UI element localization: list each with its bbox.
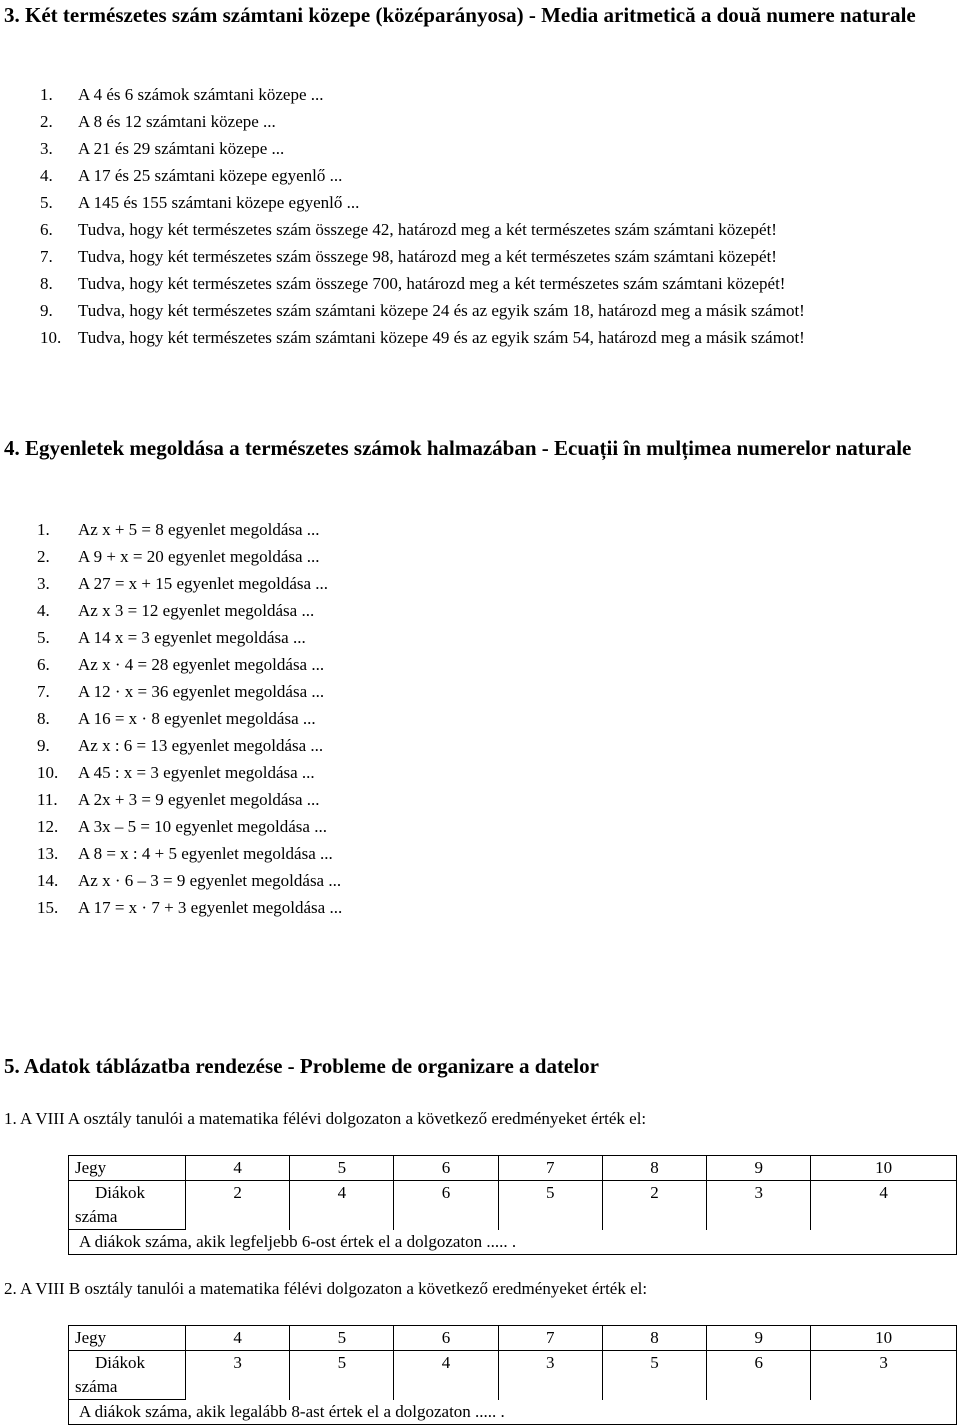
item-text: Az x + 5 = 8 egyenlet megoldása ...: [78, 520, 320, 539]
task1-text: 1. A VIII A osztály tanulói a matematika félévi dolgozaton a következő eredményeket érték el:: [4, 1109, 647, 1128]
list-item: [0, 216, 908, 243]
item-text: A 45 : x = 3 egyenlet megoldása ...: [78, 763, 315, 782]
item-number: 9.: [40, 301, 53, 320]
grade-cell: 4: [186, 1326, 290, 1351]
grade-cell: 7: [498, 1156, 602, 1181]
item-text: Tudva, hogy két természetes szám összege 98, határozd meg a két természetes szám számtani közepét!: [78, 247, 777, 266]
section3-title: 3. Két természetes szám számtani közepe (középarányosa) - Media aritmetică a două numere naturale: [4, 3, 916, 27]
item-number: 8.: [37, 709, 50, 728]
item-text: A 8 és 12 számtani közepe ...: [78, 112, 276, 131]
list-item: [0, 324, 908, 351]
section5-title: 5. Adatok táblázatba rendezése - Probleme de organizare a datelor: [4, 1054, 599, 1078]
grade-cell: 6: [394, 1156, 498, 1181]
count-cell: 5: [498, 1181, 602, 1230]
list-item: [0, 597, 908, 624]
list-item: [0, 867, 908, 894]
list-item: [0, 543, 908, 570]
item-text: Tudva, hogy két természetes szám összege 42, határozd meg a két természetes szám számtani közepét!: [78, 220, 777, 239]
item-number: 2.: [37, 547, 50, 566]
section3-list: [0, 81, 908, 351]
count-label-line2: száma: [75, 1207, 118, 1226]
item-text: A 145 és 155 számtani közepe egyenlő ...: [78, 193, 360, 212]
item-number: 13.: [37, 844, 59, 863]
grade-row-label: Jegy: [69, 1156, 186, 1181]
count-label-line1: Diákok: [95, 1353, 146, 1372]
item-number: 7.: [37, 682, 50, 701]
count-cell: 4: [811, 1181, 957, 1230]
item-number: 10.: [40, 328, 62, 347]
item-number: 6.: [40, 220, 53, 239]
grade-cell: 5: [290, 1156, 394, 1181]
item-number: 6.: [37, 655, 50, 674]
item-text: Tudva, hogy két természetes szám számtani közepe 49 és az egyik szám 54, határozd meg a másik számot!: [78, 328, 805, 347]
item-text: A 27 = x + 15 egyenlet megoldása ...: [78, 574, 329, 593]
item-text: Az x · 6 – 3 = 9 egyenlet megoldása ...: [78, 871, 342, 890]
task1-table: [68, 1155, 957, 1255]
count-cell: 4: [290, 1181, 394, 1230]
grade-cell: 7: [498, 1326, 602, 1351]
count-row-label: [69, 1181, 186, 1230]
count-cell: 6: [394, 1181, 498, 1230]
list-item: [0, 270, 908, 297]
grade-cell: 4: [186, 1156, 290, 1181]
item-number: 10.: [37, 763, 59, 782]
grade-cell: 8: [602, 1326, 706, 1351]
list-item: [0, 162, 908, 189]
item-text: A 2x + 3 = 9 egyenlet megoldása ...: [78, 790, 320, 809]
grade-cell: 10: [811, 1156, 957, 1181]
task2-table: [68, 1325, 957, 1425]
grade-cell: 5: [290, 1326, 394, 1351]
item-text: A 12 · x = 36 egyenlet megoldása ...: [78, 682, 325, 701]
count-row-label: [69, 1351, 186, 1400]
list-item: [0, 651, 908, 678]
list-item: [0, 678, 908, 705]
list-item: [0, 840, 908, 867]
count-cell: 3: [811, 1351, 957, 1400]
item-text: A 16 = x · 8 egyenlet megoldása ...: [78, 709, 316, 728]
grade-row-label: Jegy: [69, 1326, 186, 1351]
item-number: 1.: [40, 85, 53, 104]
list-item: [0, 135, 908, 162]
item-text: Az x : 6 = 13 egyenlet megoldása ...: [78, 736, 324, 755]
item-number: 12.: [37, 817, 59, 836]
item-number: 5.: [40, 193, 53, 212]
item-number: 9.: [37, 736, 50, 755]
list-item: [0, 759, 908, 786]
item-number: 4.: [37, 601, 50, 620]
item-text: A 9 + x = 20 egyenlet megoldása ...: [78, 547, 320, 566]
list-item: [0, 732, 908, 759]
item-number: 8.: [40, 274, 53, 293]
list-item: [0, 570, 908, 597]
grade-cell: 8: [602, 1156, 706, 1181]
list-item: [0, 189, 908, 216]
list-item: [0, 243, 908, 270]
item-text: A 17 és 25 számtani közepe egyenlő ...: [78, 166, 343, 185]
item-text: A 4 és 6 számok számtani közepe ...: [78, 85, 324, 104]
item-text: A 21 és 29 számtani közepe ...: [78, 139, 285, 158]
item-number: 11.: [37, 790, 58, 809]
grade-cell: 6: [394, 1326, 498, 1351]
count-cell: 2: [186, 1181, 290, 1230]
list-item: [0, 894, 908, 921]
list-item: [0, 297, 908, 324]
item-number: 3.: [40, 139, 53, 158]
item-text: Az x 3 = 12 egyenlet megoldása ...: [78, 601, 315, 620]
item-text: Tudva, hogy két természetes szám összege 700, határozd meg a két természetes szám számtani közepét!: [78, 274, 786, 293]
grade-cell: 9: [707, 1326, 811, 1351]
list-item: [0, 108, 908, 135]
grade-cell: 9: [707, 1156, 811, 1181]
item-number: 14.: [37, 871, 59, 890]
list-item: [0, 786, 908, 813]
item-number: 4.: [40, 166, 53, 185]
count-cell: 4: [394, 1351, 498, 1400]
item-text: Az x · 4 = 28 egyenlet megoldása ...: [78, 655, 325, 674]
grade-cell: 10: [811, 1326, 957, 1351]
task1-question: A diákok száma, akik legfeljebb 6-ost értek el a dolgozaton ..... .: [69, 1230, 957, 1255]
task2-text: 2. A VIII B osztály tanulói a matematika félévi dolgozaton a következő eredményeket érték el:: [4, 1279, 648, 1298]
section4-title: 4. Egyenletek megoldása a természetes számok halmazában - Ecuații în mulțimea numerelor naturale: [4, 436, 912, 460]
item-text: Tudva, hogy két természetes szám számtani közepe 24 és az egyik szám 18, határozd meg a másik számot!: [78, 301, 805, 320]
count-label-line2: száma: [75, 1377, 118, 1396]
list-item: [0, 624, 908, 651]
item-number: 7.: [40, 247, 53, 266]
count-cell: 3: [498, 1351, 602, 1400]
section4-list: [0, 516, 908, 921]
count-cell: 2: [602, 1181, 706, 1230]
item-number: 2.: [40, 112, 53, 131]
item-number: 5.: [37, 628, 50, 647]
count-cell: 3: [707, 1181, 811, 1230]
item-text: A 17 = x · 7 + 3 egyenlet megoldása ...: [78, 898, 343, 917]
list-item: [0, 705, 908, 732]
item-text: A 14 x = 3 egyenlet megoldása ...: [78, 628, 306, 647]
list-item: [0, 81, 908, 108]
item-number: 15.: [37, 898, 59, 917]
count-cell: 5: [290, 1351, 394, 1400]
count-cell: 3: [186, 1351, 290, 1400]
item-text: A 8 = x : 4 + 5 egyenlet megoldása ...: [78, 844, 333, 863]
count-cell: 6: [707, 1351, 811, 1400]
list-item: [0, 813, 908, 840]
item-number: 3.: [37, 574, 50, 593]
task2-question: A diákok száma, akik legalább 8-ast értek el a dolgozaton ..... .: [69, 1400, 957, 1425]
count-label-line1: Diákok: [95, 1183, 146, 1202]
list-item: [0, 516, 908, 543]
item-number: 1.: [37, 520, 50, 539]
item-text: A 3x – 5 = 10 egyenlet megoldása ...: [78, 817, 327, 836]
count-cell: 5: [602, 1351, 706, 1400]
